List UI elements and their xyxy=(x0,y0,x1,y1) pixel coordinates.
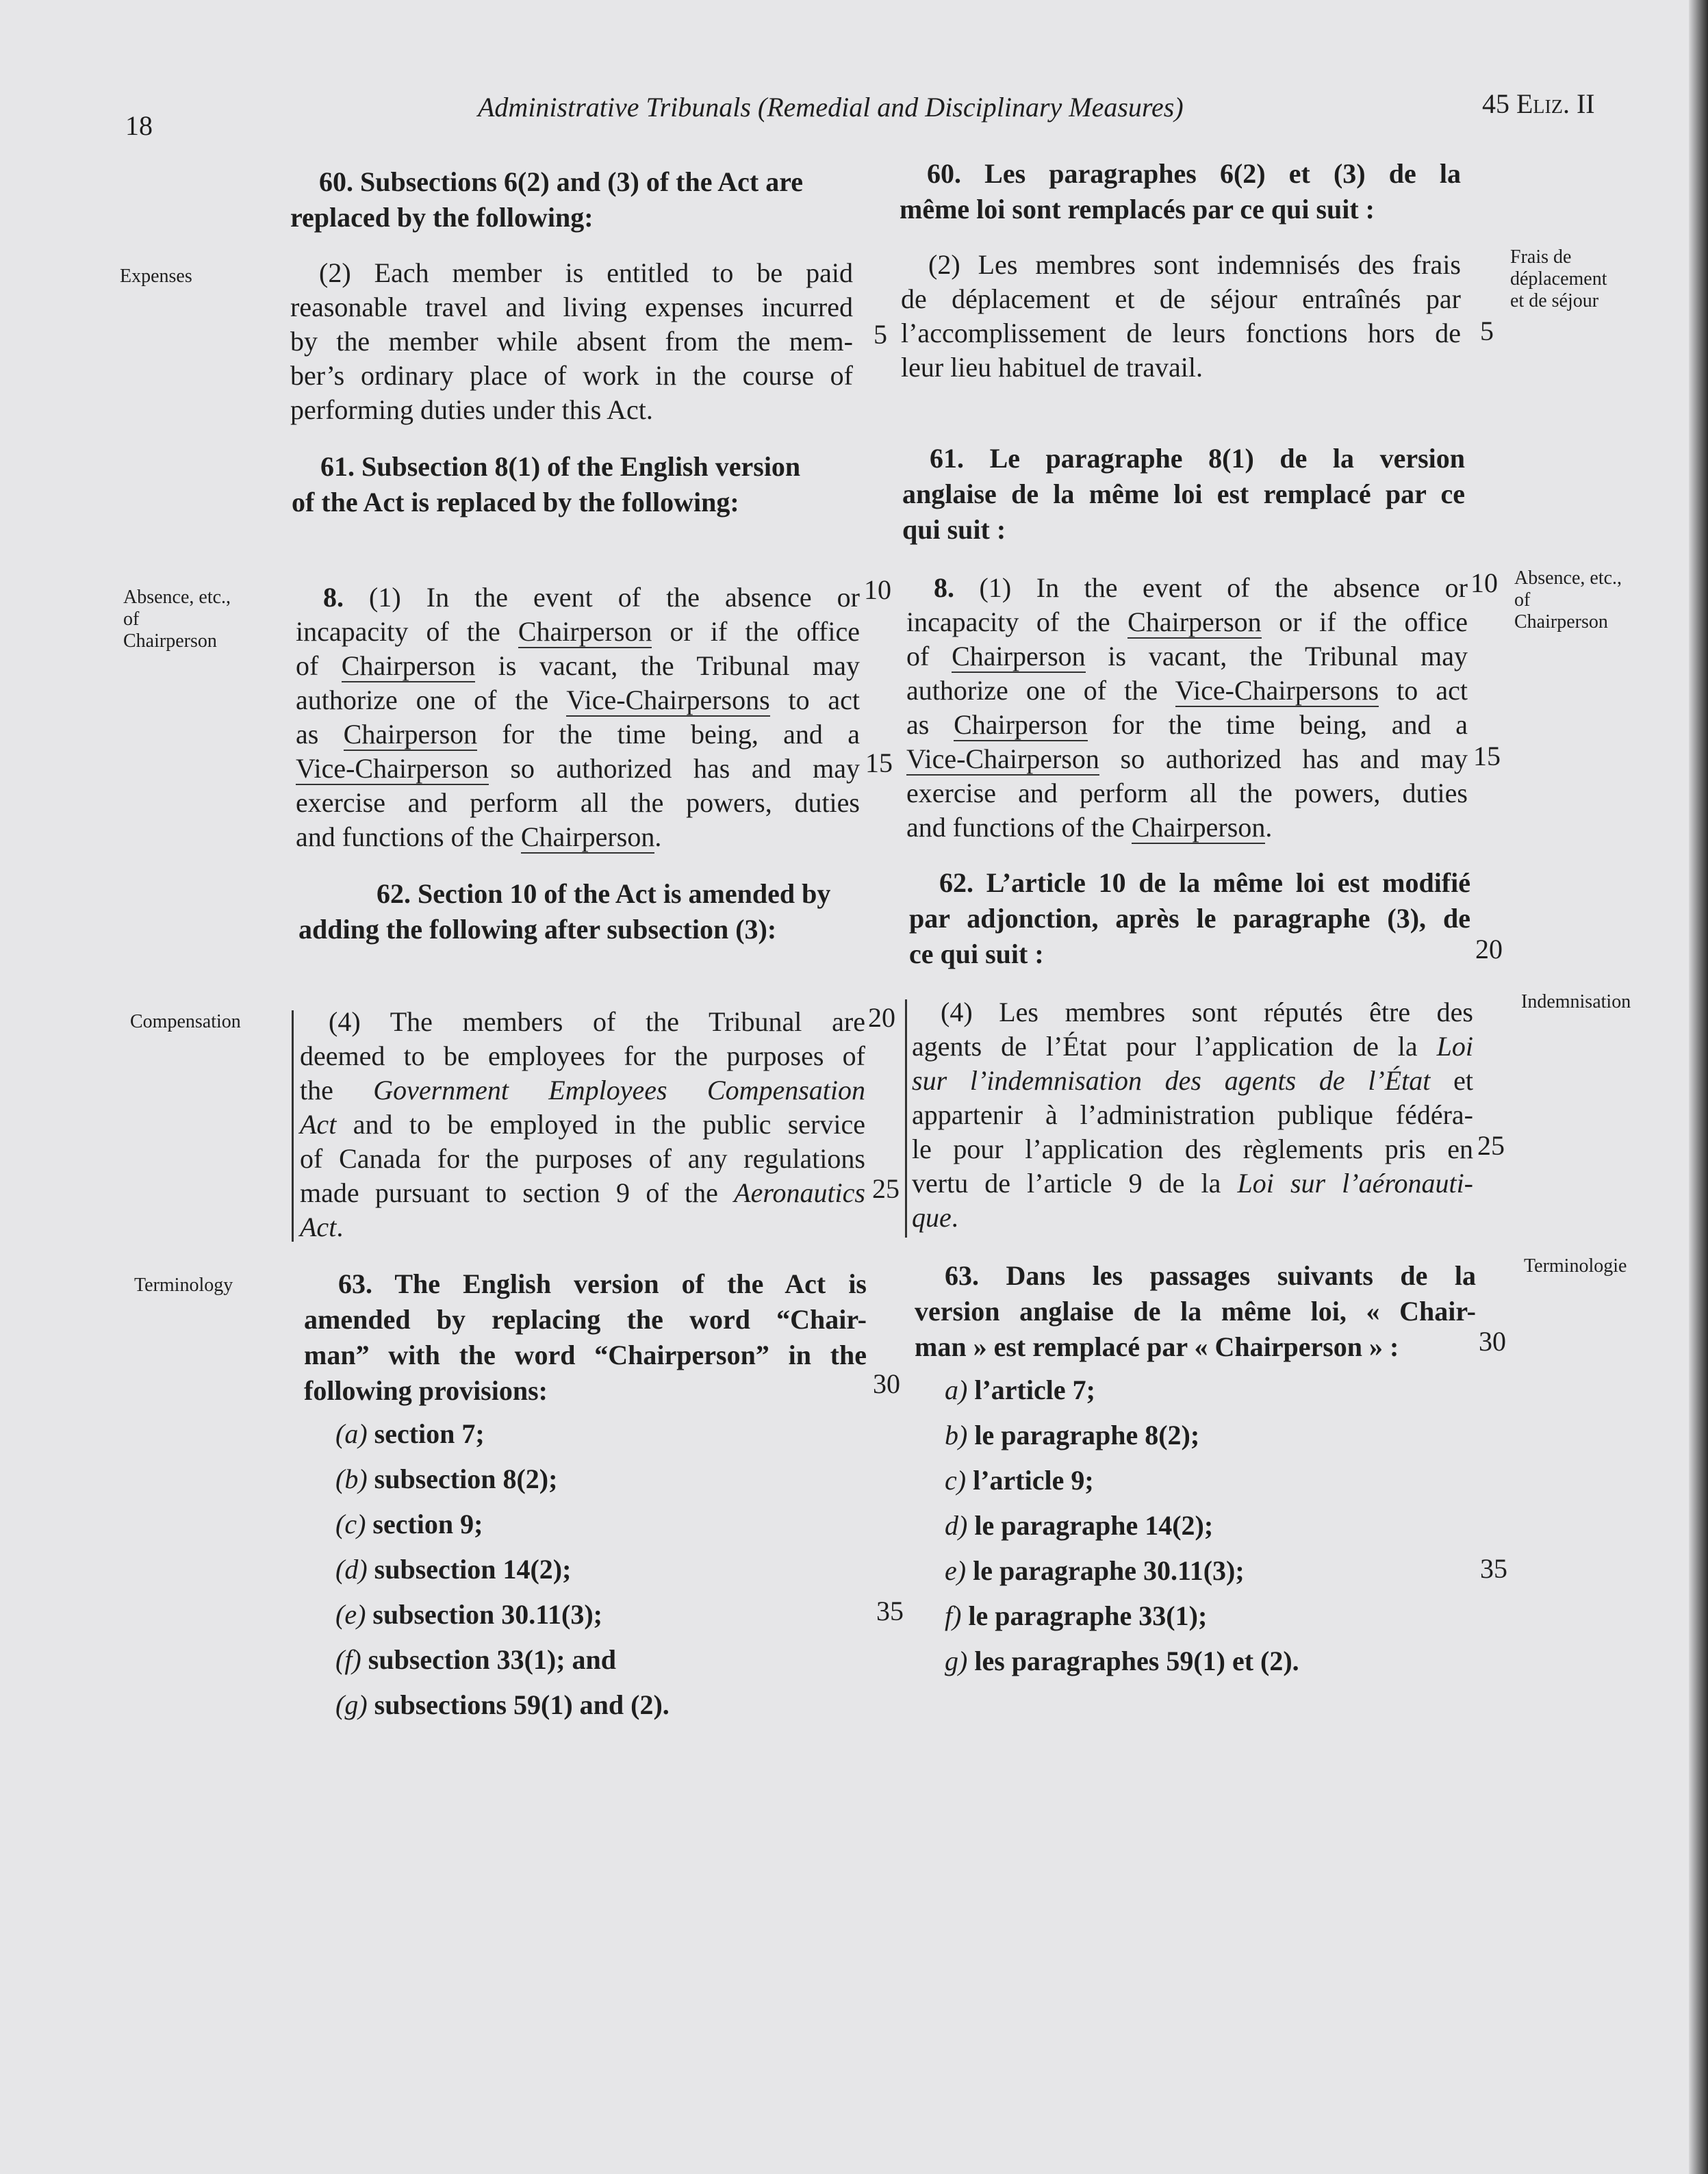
list-item: g) les paragraphes 59(1) et (2). xyxy=(945,1646,1299,1676)
list-item: c) l’article 9; xyxy=(945,1465,1094,1496)
margin-note-expenses: Expenses xyxy=(120,266,192,287)
en-section-63-heading: 63. The English version of the Act is amended by replacing the word “Chair- man” with the word “Chairperson” in the following provisions: xyxy=(304,1268,867,1406)
change-bar-right xyxy=(905,999,907,1238)
list-item: (d) subsection 14(2); xyxy=(335,1554,572,1585)
list-item: e) le paragraphe 30.11(3); xyxy=(945,1555,1245,1586)
list-item: (c) section 9; xyxy=(335,1509,483,1539)
list-item: (f) subsection 33(1); and xyxy=(335,1644,617,1675)
line-number-5-right: 5 xyxy=(1480,316,1494,346)
list-item: (a) section 7; xyxy=(335,1418,485,1449)
en-provisions-list xyxy=(335,1411,670,1728)
list-item: a) l’article 7; xyxy=(945,1374,1095,1405)
line-number-30-right: 30 xyxy=(1479,1326,1506,1357)
line-number-15-right: 15 xyxy=(1473,741,1501,771)
line-number-35-right: 35 xyxy=(1480,1553,1507,1584)
margin-note-absence-fr: Absence, etc., of Chairperson xyxy=(1514,567,1622,632)
list-item: f) le paragraphe 33(1); xyxy=(945,1600,1208,1631)
line-number-35-left: 35 xyxy=(876,1596,904,1626)
list-item: d) le paragraphe 14(2); xyxy=(945,1510,1214,1541)
list-item: (e) subsection 30.11(3); xyxy=(335,1599,602,1630)
running-title: Administrative Tribunals (Remedial and Disciplinary Measures) xyxy=(478,92,1184,123)
en-subsection-10-4: (4) The members of the Tribunal are deemed to be employees for the purposes of the Government Employees Compensation Act and to be employed in the public service of Canada for the purposes of any regulations made pursuant to section 9 of the Aeronautics Act. xyxy=(300,1006,865,1242)
list-item: (g) subsections 59(1) and (2). xyxy=(335,1689,670,1720)
margin-note-terminologie: Terminologie xyxy=(1524,1255,1627,1277)
fr-section-63-heading: 63. Dans les passages suivants de la version anglaise de la même loi, « Chair- man » est remplacé par « Chairperson » : xyxy=(915,1260,1476,1362)
fr-subsection-10-4: (4) Les membres sont réputés être des agents de l’État pour l’application de la Loi sur l’indemnisation des agents de l’État et appartenir à l’administration publique fédéra- le pour l’application des règlements pris en vertu de l’article 9 de la Loi sur l’aéronauti- que. xyxy=(912,997,1474,1233)
fr-section-60-body: (2) Les membres sont indemnisés des frais de déplacement et de séjour entraînés par l’accomplissement de leurs fonctions hors de leur lieu habituel de travail. xyxy=(901,249,1461,383)
fr-section-62-heading: 62. L’article 10 de la même loi est modifié par adjonction, après le paragraphe (3), de ce qui suit : xyxy=(909,867,1470,969)
line-number-20-right-heading: 20 xyxy=(1475,934,1503,964)
list-item: (b) subsection 8(2); xyxy=(335,1463,558,1494)
line-number-30-left: 30 xyxy=(873,1368,900,1399)
line-number-10-left: 10 xyxy=(864,574,891,605)
fr-section-61-heading: 61. Le paragraphe 8(1) de la version anglaise de la même loi est remplacé par ce qui suit : xyxy=(902,443,1465,545)
line-number-20-left: 20 xyxy=(868,1002,895,1033)
en-section-62-heading: 62. Section 10 of the Act is amended by adding the following after subsection (3): xyxy=(298,878,831,945)
en-subsection-8-1: 8. (1) In the event of the absence or incapacity of the Chairperson or if the office of Chairperson is vacant, the Tribunal may authorize one of the Vice-Chairpersons to act as Chairperson for the time being, and a Vice-Chairperson so authorized has and may exercise and perform all the powers, duties and functions of the Chairperson. xyxy=(296,582,860,852)
en-section-60-body: (2) Each member is entitled to be paid reasonable travel and living expenses incurred by the member while absent from the mem- ber’s ordinary place of work in the course of performing duties under this Act. xyxy=(290,257,853,425)
fr-section-60-heading: 60. Les paragraphes 6(2) et (3) de la même loi sont remplacés par ce qui suit : xyxy=(900,158,1461,225)
margin-note-terminology: Terminology xyxy=(134,1275,233,1296)
margin-note-compensation: Compensation xyxy=(130,1011,241,1032)
line-number-25-right: 25 xyxy=(1477,1130,1505,1161)
margin-note-frais: Frais de déplacement et de séjour xyxy=(1510,246,1607,311)
change-bar-left xyxy=(292,1010,294,1242)
page-number: 18 xyxy=(125,110,153,141)
line-number-5-left: 5 xyxy=(874,319,887,350)
margin-note-absence-en: Absence, etc., of Chairperson xyxy=(123,587,231,652)
page-edge-shadow xyxy=(1689,0,1708,2174)
line-number-10-right: 10 xyxy=(1470,567,1498,598)
line-number-25-left: 25 xyxy=(872,1173,900,1204)
en-section-61-heading: 61. Subsection 8(1) of the English version of the Act is replaced by the following: xyxy=(292,451,801,517)
en-section-60-heading: 60. Subsections 6(2) and (3) of the Act are replaced by the following: xyxy=(290,166,804,233)
fr-subsection-8-1: 8. (1) In the event of the absence or incapacity of the Chairperson or if the office of Chairperson is vacant, the Tribunal may authorize one of the Vice-Chairpersons to act as Chairperson for the time being, and a Vice-Chairperson so authorized has and may exercise and perform all the powers, duties and functions of the Chairperson. xyxy=(906,572,1468,843)
list-item: b) le paragraphe 8(2); xyxy=(945,1420,1200,1450)
margin-note-indemnisation: Indemnisation xyxy=(1521,991,1631,1012)
regnal-year: 45 Eliz. II xyxy=(1482,88,1595,119)
fr-provisions-list xyxy=(945,1368,1299,1684)
line-number-15-left: 15 xyxy=(865,747,893,778)
